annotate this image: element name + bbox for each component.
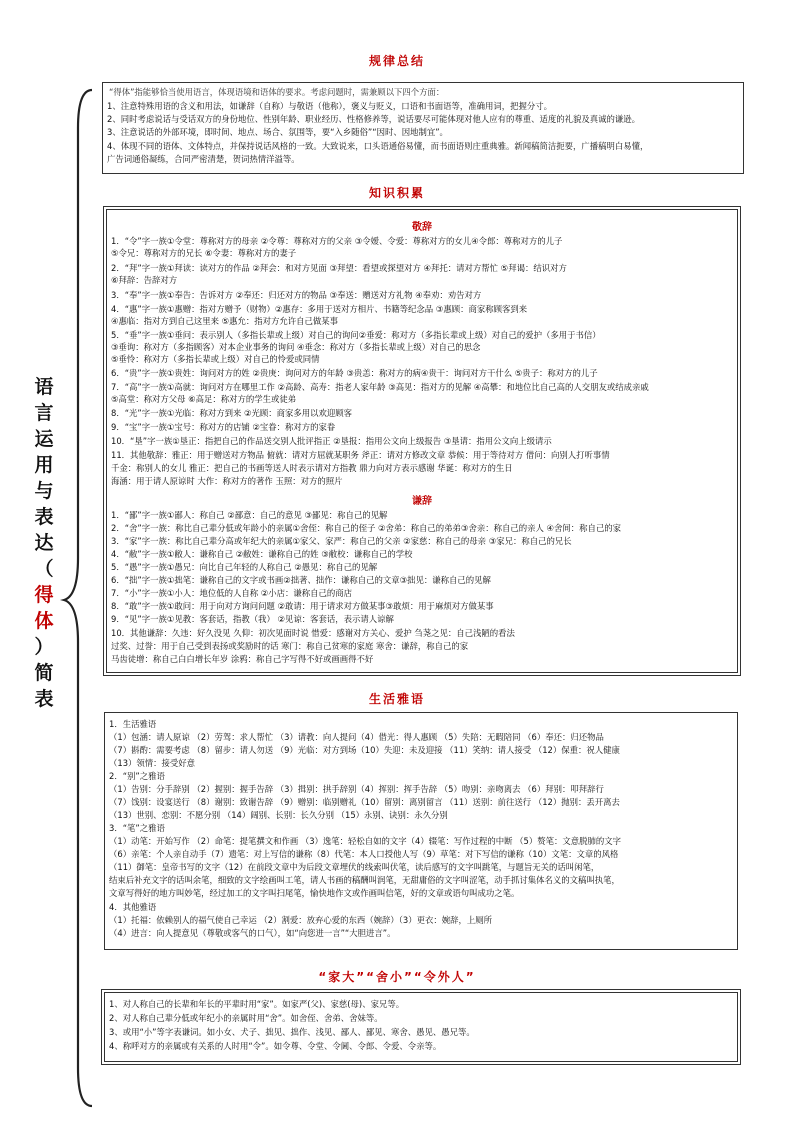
rules-box bbox=[102, 82, 744, 174]
honorific-line: 2．“拜”字一族①拜读：读对方的作品 ②拜会：和对方见面 ③拜望：看望或探望对方 ④拜托：请对方帮忙 ⑤拜谒：结识对方 bbox=[111, 263, 567, 273]
humble-line: 过奖、过誉：用于自己受到表扬或奖励时的话 寒门：称自己贫寒的家庭 寒舍：谦辞，称自己的家 bbox=[111, 641, 469, 651]
family-line: 4、称呼对方的亲属或有关系的人时用“令”。如令尊、令堂、令阃、令郎、令爱、令亲等。 bbox=[109, 1041, 442, 1051]
elegant-line: （7）饯别：设宴送行 （8）谢别：致谢告辞 （9）赠别：临别赠礼（10）留别：离别留言 （11）送别：前往送行 （12）抛别：丢开离去 bbox=[109, 797, 620, 807]
elegant-line: 3．“笔”之雅语 bbox=[109, 823, 165, 833]
honorific-line: 海涵：用于请人原谅时 大作：称对方的著作 玉照：对方的照片 bbox=[111, 476, 343, 486]
family-section-title: “家大”“舍小”“令外人” bbox=[318, 970, 476, 984]
humble-line: 8．“敢”字一族①敢问：用于向对方询问问题 ②敢请：用于请求对方做某事③敢烦：用于麻烦对方做某事 bbox=[111, 601, 494, 611]
humble-line: 3．“家”字一族：称比自己辈分高或年纪大的亲属①家父、家严：称自己的父亲 ②家慈：称自己的母亲 ③家兄：称自己的兄长 bbox=[111, 536, 572, 546]
honorific-line: ⑤高堂：称对方父母 ⑥高足：称对方的学生或徒弟 bbox=[111, 394, 297, 404]
rules-line: 广告词通俗凝练，合同严密清楚，贺词热情洋溢等。 bbox=[107, 154, 300, 164]
rules-line: “得体”指能够恰当使用语言，体现语境和语体的要求。考虑问题时，需兼顾以下四个方面： bbox=[109, 87, 445, 97]
elegant-line: 2．“别”之雅语 bbox=[109, 771, 165, 781]
humble-line: 10．其他谦辞：久违：好久没见 久仰：初次见面时说 惜爱：感谢对方关心、爱护 刍荛之见：自己浅陋的看法 bbox=[111, 628, 515, 638]
honorific-line: ⑥拜辞：告辞对方 bbox=[111, 275, 178, 285]
honorific-line: ③垂询：称对方（多指顾客）对本企业事务的询问 ④垂念：称对方（多指长辈或上级）对自己的思念 bbox=[111, 342, 481, 352]
rules-line: 2、同时考虑说话与受话双方的身份地位、性别年龄、职业经历、性格修养等，说话要尽可能体现对他人应有的尊重、适度的礼貌及真诚的谦逊。 bbox=[107, 114, 640, 124]
honorific-line: ⑤垂怜：称对方（多指长辈或上级）对自己的怜爱或同情 bbox=[111, 354, 320, 364]
vertical-title-char: 语 bbox=[34, 376, 54, 398]
honorific-title: 敬辞 bbox=[412, 222, 432, 233]
elegant-line: （13）世别、恋别：不愿分别 （14）阔别、长别：长久分别 （15）永别、诀别：永久分别 bbox=[109, 810, 448, 820]
humble-line: 4．“敝”字一族①敝人：谦称自己 ②敝姓：谦称自己的姓 ③敝校：谦称自己的学校 bbox=[111, 549, 413, 559]
vertical-title-char: 用 bbox=[34, 454, 54, 476]
elegant-line: （4）进言：向人提意见（尊敬或客气的口气），如“向您进一言”“大胆进言”。 bbox=[109, 928, 396, 938]
vertical-title-char: 简 bbox=[34, 662, 54, 684]
honorific-line: 8．“光”字一族①光临：称对方到来 ②光顾：商家多用以欢迎顾客 bbox=[111, 408, 353, 418]
elegant-line: （6）亲笔：个人亲自动手（7）遗笔：对上写信的谦称（8）代笔：本人口授他人写（9）草笔：对下写信的谦称（10）文笔：文章的风格 bbox=[109, 849, 619, 859]
vertical-title-char: ） bbox=[34, 636, 54, 658]
elegant-line: （1）告别：分手辞别 （2）握别：握手告辞 （3）揖别：拱手辞别（4）挥别：挥手告辞 （5）吻别：亲吻离去 （6）拜别：叩拜辞行 bbox=[109, 784, 604, 794]
honorific-line: 6．“贵”字一族①贵姓：询问对方的姓 ②贵庚：询问对方的年龄 ③贵恙：称对方的病④贵干：询问对方干什么 ⑤贵子：称对方的儿子 bbox=[111, 368, 598, 378]
honorific-line: 11．其他敬辞：雅正：用于赠送对方物品 俯就：请对方屈就某职务 斧正：请对方修改文章 恭候：用于等待对方 借问：向别人打听事情 bbox=[111, 450, 610, 460]
elegant-section-title: 生活雅语 bbox=[368, 692, 425, 706]
honorific-line: 4．“惠”字一族①惠赠：指对方赠予（财物）②惠存：多用于送对方相片、书籍等纪念品 ③惠顾：商家称顾客到来 bbox=[111, 304, 528, 314]
elegant-line: （11）御笔：皇帝书写的文字（12）在前段文章中为后段文章埋伏的线索叫伏笔，读后感写的文字叫跳笔，与题旨无关的话叫闲笔， bbox=[109, 862, 600, 872]
family-line: 2、对人称自己辈分低或年纪小的亲属时用“舍”。如舍侄、舍弟、舍妹等。 bbox=[109, 1013, 383, 1023]
honorific-line: 5．“垂”字一族①垂问：表示别人（多指长辈或上级）对自己的询问②垂爱：称对方（多指长辈或上级）对自己的爱护（多用于书信） bbox=[111, 330, 601, 340]
vertical-title-char: 体 bbox=[34, 610, 54, 632]
vertical-title-char: 与 bbox=[34, 480, 54, 502]
rules-line: 4、体现不同的语体、文体特点，并保持说话风格的一致。大致说来，口头语通俗易懂，而书面语则庄重典雅。新闻稿简洁扼要，广播稿明白易懂， bbox=[107, 141, 649, 151]
vertical-title-char: 言 bbox=[34, 402, 54, 424]
humble-line: 5．“愚”字一族①愚兄：向比自己年轻的人称自己 ②愚见：称自己的见解 bbox=[111, 562, 378, 572]
vertical-title-char: 表 bbox=[34, 688, 54, 710]
honorific-line: 9．“宝”字一族①宝号：称对方的店铺 ②宝眷：称对方的家眷 bbox=[111, 422, 336, 432]
family-box bbox=[104, 992, 738, 1062]
rules-section-title: 规律总结 bbox=[368, 54, 425, 68]
honorific-line: 1．“令”字一族①令堂：尊称对方的母亲 ②令尊：尊称对方的父亲 ③令嫒、令爱：尊称对方的女儿④令郎：尊称对方的儿子 bbox=[111, 236, 563, 246]
knowledge-section-title: 知识积累 bbox=[368, 186, 425, 200]
humble-line: 1．“鄙”字一族①鄙人：称自己 ②鄙意：自己的意见 ③鄙见：称自己的见解 bbox=[111, 510, 388, 520]
elegant-line: （13）领情：接受好意 bbox=[109, 758, 196, 768]
vertical-title-char: 达 bbox=[34, 532, 54, 554]
rules-line: 3、注意说话的外部环境，即时间、地点、场合、氛围等，要“入乡随俗”“因时、因地制宜”。 bbox=[107, 127, 448, 137]
honorific-line: 千金：称别人的女儿 雅正：把自己的书画等送人时表示请对方指教 鼎力向对方表示感谢 华诞：称对方的生日 bbox=[111, 463, 513, 473]
honorific-line: 10．“垦”字一族①垦正：指把自己的作品送交别人批评指正 ②垦报：指用公文向上级报告 ③垦请：指用公文向上级请示 bbox=[111, 436, 552, 446]
humble-line: 7．“小”字一族①小人：地位低的人自称 ②小店：谦称自己的商店 bbox=[111, 588, 353, 598]
vertical-title-char: 得 bbox=[34, 584, 54, 606]
family-line: 1、对人称自己的长辈和年长的平辈时用“家”。如家严(父)、家慈(母)、家兄等。 bbox=[109, 999, 405, 1009]
vertical-title-char: 运 bbox=[34, 428, 54, 450]
elegant-line: 结束后补充文字的话叫余笔，细致的文字绘画叫工笔，请人书画的稿酬叫润笔，无甜庸俗的文字叫涩笔，动手抓讨集体名义的文稿叫执笔， bbox=[109, 875, 620, 885]
vertical-title bbox=[24, 376, 64, 716]
honorific-line: 7．“高”字一族①高就：询问对方在哪里工作 ②高龄、高寿：指老人家年龄 ③高见：指对方的见解 ④高攀：和地位比自己高的人交朋友或结成亲戚 bbox=[111, 382, 649, 392]
elegant-line: 文章写得好的地方叫妙笔，经过加工的文字叫扫尾笔，愉快地作文或作画叫信笔，好的文章或语句叫成功之笔。 bbox=[109, 888, 520, 898]
knowledge-box bbox=[106, 209, 738, 673]
elegant-line: （1）动笔：开始写作 （2）命笔：提笔撰文和作画 （3）逸笔：轻松自如的文字（4）辍笔：写作过程的中断 （5）赘笔：文意脱肺的文字 bbox=[109, 836, 621, 846]
elegant-line: 1．生活雅语 bbox=[109, 719, 157, 729]
elegant-line: （1）托福：依赖别人的福气使自己幸运 （2）割爱：放弃心爱的东西（婉辞）（3）更衣：婉辞，上厕所 bbox=[109, 915, 492, 925]
family-line: 3、或用“小”等字表谦词。如小女、犬子、拙见、拙作、浅见、鄙人、鄙见、寒舍、愚见、愚兄等。 bbox=[109, 1027, 475, 1037]
elegant-line: 4．其他雅语 bbox=[109, 902, 157, 912]
vertical-title-char: （ bbox=[34, 558, 54, 580]
elegant-box bbox=[104, 712, 738, 950]
humble-line: 9．“见”字一族①见教：客套话，指教（我） ②见谅：客套话，表示请人谅解 bbox=[111, 614, 394, 624]
humble-line: 2．“舍”字一族：称比自己辈分低或年龄小的亲属①舍侄：称自己的侄子 ②舍弟：称自己的弟弟③舍亲：称自己的亲人 ④舍间：称自己的家 bbox=[111, 523, 621, 533]
elegant-line: （7）斟酌：需要考虑 （8）留步：请人勿送 （9）光临：对方到场（10）失迎：未及迎接 （11）笑纳：请人接受 （12）保重：祝人健康 bbox=[109, 745, 620, 755]
humble-line: 马齿徒增：称自己白白增长年岁 涂鸦：称自己字写得不好或画画得不好 bbox=[111, 654, 374, 664]
rules-line: 1、注意特殊用语的含义和用法，如谦辞（自称）与敬语（他称），褒义与贬义，口语和书面语等，准确用词，把握分寸。 bbox=[107, 101, 553, 111]
honorific-line: ⑤令兄：尊称对方的兄长 ⑥令妻：尊称对方的妻子 bbox=[111, 248, 297, 258]
elegant-line: （1）包涵：请人原谅 （2）劳驾：求人帮忙 （3）请教：向人提问（4）借光：得人惠顾 （5）失陪：无暇陪同 （6）奉还：归还物品 bbox=[109, 732, 604, 742]
humble-line: 6．“拙”字一族①拙笔：谦称自己的文字或书画②拙著、拙作：谦称自己的文章③拙见：谦称自己的见解 bbox=[111, 575, 491, 585]
humble-title: 谦辞 bbox=[412, 496, 432, 507]
honorific-line: ④惠临：指对方到自己这里来 ⑤惠允：指对方允许自己做某事 bbox=[111, 316, 339, 326]
honorific-line: 3．“奉”字一族①奉告：告诉对方 ②奉还：归还对方的物品 ③奉送：赠送对方礼物 ④奉劝：劝告对方 bbox=[111, 290, 482, 300]
vertical-title-char: 表 bbox=[34, 506, 54, 528]
